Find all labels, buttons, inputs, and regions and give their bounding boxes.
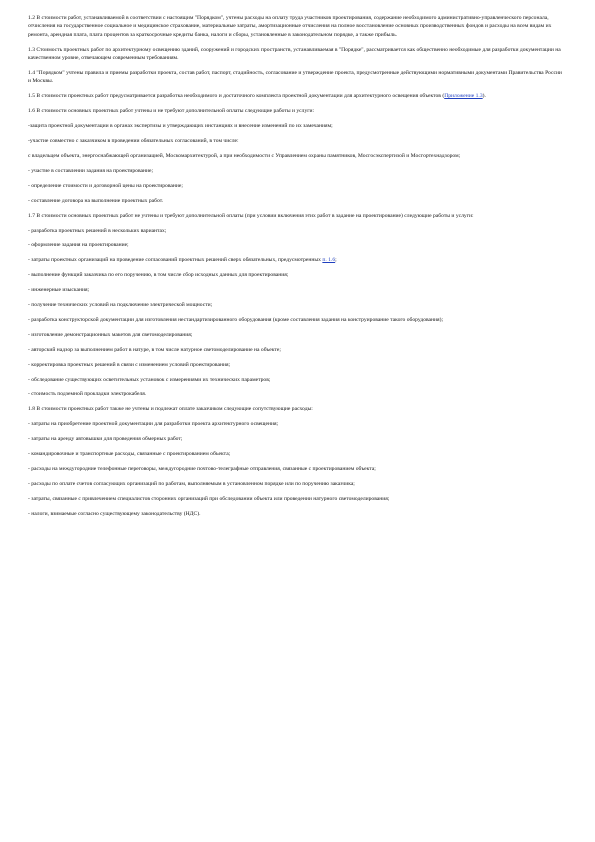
list-item-cable: - стоимость подземной прокладки электрокабеля. bbox=[28, 391, 147, 398]
list-item-variants: - разработка проектных решений в нескольких вариантах; bbox=[28, 227, 167, 234]
list-item-contract: - составление договора на выполнение проектных работ. bbox=[28, 197, 164, 204]
list-item-extra-approvals bbox=[28, 256, 566, 264]
list-item-approval-parties: с владельцем объекта, энергоснабжающей организацией, Москомархитектурой, а при необходимости с Управлением охраны памятников, Мосгосэкспертизой и Мосгортехнадзором; bbox=[28, 152, 461, 159]
list-item-invoices: - расходы по оплате счетов согласующих организаций по работам, выполняемым в установленном порядке или по поручению заказчика; bbox=[28, 480, 355, 487]
list-item-design-docs: - разработка конструкторской документации для изготовления нестандартизированного оборудования (кроме составления задания на конструирование такого оборудования); bbox=[28, 316, 444, 323]
list-item-task-formalization: - оформление задания на проектирование; bbox=[28, 242, 129, 249]
list-item-surveys: - инженерные изыскания; bbox=[28, 287, 90, 294]
paragraph-1-8: 1.8 В стоимости проектных работ также не учтены и подлежат оплате заказчиком следующие сопутствующие расходы: bbox=[28, 406, 313, 413]
paragraph-1-7: 1.7 В стоимости основных проектных работ не учтены и требуют дополнительной оплаты (при условии включения этих работ в задание на проектирование) следующие работы и услуги: bbox=[28, 212, 474, 219]
list-item-tech-conditions: - получение технических условий на подключение электрической мощности; bbox=[28, 302, 213, 309]
list-item-mockups: - изготовление демонстрационных макетов для светомоделирования; bbox=[28, 331, 193, 338]
list-item-task-participation: - участие в составлении задания на проектирование; bbox=[28, 167, 154, 174]
list-item-inspection: - обследование существующих осветительных установок с измерениями их технических параметров; bbox=[28, 376, 271, 383]
list-item-customer-functions: - выполнение функций заказчика по его поручению, в том числе сбор исходных данных для проектирования; bbox=[28, 272, 289, 279]
document-body bbox=[28, 14, 566, 525]
section-1-6-link[interactable]: п. 1.6 bbox=[322, 257, 336, 264]
paragraph-1-3: 1.3 Стоимость проектных работ по архитектурному освещению зданий, сооружений и городских пространств, устанавливаемая в "Порядке", рассматривается как общественно необходимые для разработки документации на качественном уровне, отвечающем современным требованиям. bbox=[28, 46, 561, 62]
list-item-specialists: - затраты, связанные с привлечением специалистов сторонних организаций при обследовании объекта или проведении натурного светомоделирования; bbox=[28, 495, 390, 502]
paragraph-1-5-text: 1.5 В стоимости проектных работ предусматривается разработка необходимого и достаточного комплекта проектной документации для архитектурного освещения объектов ( bbox=[28, 93, 445, 100]
list-item-approvals: -участие совместно с заказчиком в проведении обязательных согласований, в том числе: bbox=[28, 138, 239, 145]
list-item-extra-approvals-tail: ; bbox=[335, 257, 337, 264]
paragraph-1-5-tail: ). bbox=[482, 93, 486, 100]
list-item-doc-purchase: - затраты на приобретение проектной документации для разработки проекта архитектурного освещения; bbox=[28, 421, 279, 428]
paragraph-1-2: 1.2 В стоимости работ, устанавливаемой в соответствии с настоящим "Порядком", учтены расходы на оплату труда участников проектирования, содержание необходимого административно-управленческого персонала, отчисления на государственное социальное и медицинское страхование, материальные затраты, амортизационные отчисления на полное восстановление основных производственных фондов и расходы на всем видам их ремонта, арендная плата, плата процентов за краткосрочные кредиты банка, налоги и сборы, установленные в законодательном порядке, а также прибыль. bbox=[28, 15, 552, 38]
list-item-taxes: - налоги, взимаемые согласно существующему законодательству (НДС). bbox=[28, 510, 201, 517]
appendix-1-3-link[interactable]: Приложение 1.3 bbox=[444, 93, 483, 100]
paragraph-1-4: 1.4 "Порядком" учтены правила и приемы разработки проекта, состав работ, паспорт, стадийность, согласование и утверждение проекта, предусмотренные действующими нормативными документами Правительства России и Москвы. bbox=[28, 70, 562, 85]
list-item-telephone: - расходы на междугородние телефонные переговоры, междугородние почтово-телеграфные отправления, связанные с проектированием объекта; bbox=[28, 466, 376, 472]
paragraph-1-5 bbox=[28, 92, 566, 100]
list-item-expertise-defense: -защита проектной документации в органах экспертизы и утверждающих инстанциях и внесение изменений по их замечаниям; bbox=[28, 123, 333, 130]
list-item-correction: - корректировка проектных решений в связи с изменением условий проектирования; bbox=[28, 361, 231, 368]
list-item-travel: - командировочные и транспортные расходы, связанные с проектированием объекта; bbox=[28, 451, 231, 458]
list-item-supervision: - авторский надзор за выполнением работ в натуре, в том числе натурное светомоделирование на объекте; bbox=[28, 346, 281, 353]
list-item-extra-approvals-text: - затраты проектных организаций на проведение согласований проектных решений сверх обязательных, предусмотренных bbox=[28, 257, 323, 264]
list-item-lift-rental: - затраты на аренду автовышки для проведения обмерных работ; bbox=[28, 436, 183, 443]
paragraph-1-6: 1.6 В стоимости основных проектных работ учтены и не требуют дополнительной оплаты следующие работы и услуги: bbox=[28, 108, 315, 115]
list-item-cost-determination: - определение стоимости и договорной цены на проектирование; bbox=[28, 182, 183, 189]
